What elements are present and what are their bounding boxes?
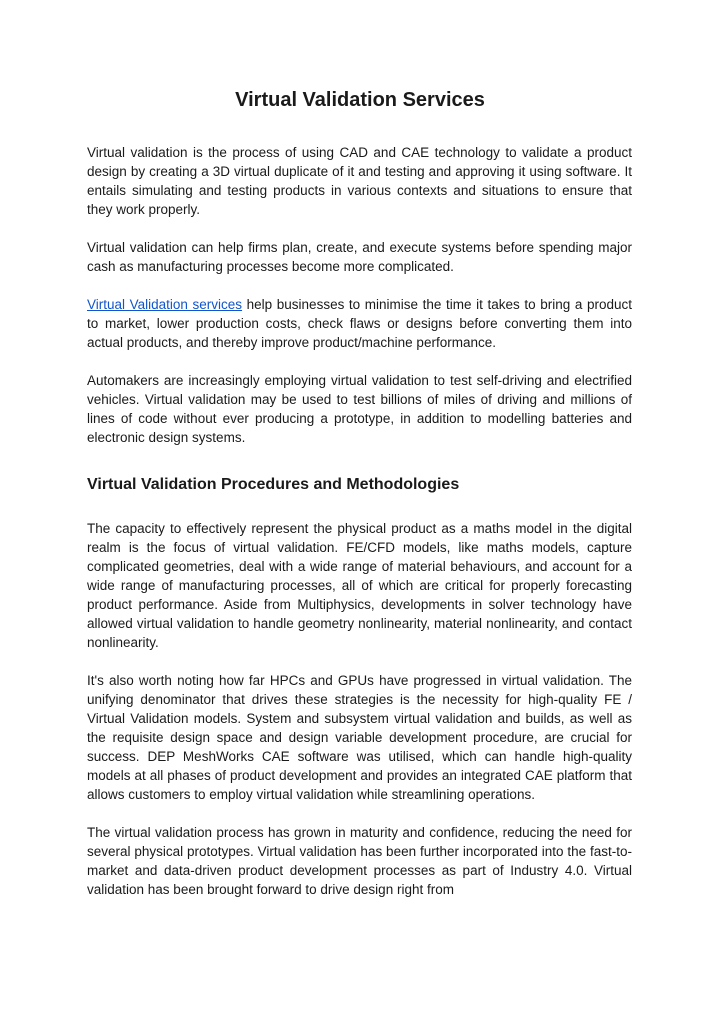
procedures-paragraph-1: The capacity to effectively represent the physical product as a maths model in the digital realm is the focus of virtual validation. FE/CFD models, like maths models, capture complicated geometries, deal with a wide range of material behaviours, and account for a wide range of manufacturing processes, all of which are critical for properly forecasting product performance. Aside from Multiphysics, developments in solver technology have allowed virtual validation to handle geometry nonlinearity, material nonlinearity, and contact nonlinearity. bbox=[87, 521, 632, 650]
services-paragraph-text: help businesses to minimise the time it takes to bring a product to market, lower production costs, check flaws or designs before converting them into actual products, and thereby improve product/machine performance. bbox=[87, 297, 633, 350]
automakers-paragraph: Automakers are increasingly employing virtual validation to test self-driving and electrified vehicles. Virtual validation may be used to test billions of miles of driving and millions of lines of code without ever producing a prototype, in addition to modelling batteries and electronic design systems. bbox=[87, 373, 632, 445]
virtual-validation-services-link[interactable]: Virtual Validation services bbox=[87, 297, 243, 312]
procedures-paragraph-2: It's also worth noting how far HPCs and GPUs have progressed in virtual validation. The unifying denominator that drives these strategies is the necessity for high-quality FE / Virtual Validation models. System and subsystem virtual validation and builds, as well as the requisite design space and design variable development procedure, are crucial for success. DEP MeshWorks CAE software was utilised, which can handle high-quality models at all phases of product development and provides an integrated CAE platform that allows customers to employ virtual validation while streamlining operations. bbox=[87, 673, 632, 802]
section-heading: Virtual Validation Procedures and Methodologies bbox=[87, 476, 460, 493]
intro-paragraph-1: Virtual validation is the process of using CAD and CAE technology to validate a product design by creating a 3D virtual duplicate of it and testing and approving it using software. It entails simulating and testing products in various contexts and situations to ensure that they work properly. bbox=[87, 145, 632, 217]
document-title: Virtual Validation Services bbox=[235, 89, 485, 111]
procedures-paragraph-3: The virtual validation process has grown in maturity and confidence, reducing the need for several physical prototypes. Virtual validation has been further incorporated into the fast-to-market and data-driven product development processes as part of Industry 4.0. Virtual validation has been brought forward to drive design right from bbox=[87, 825, 632, 897]
document-body bbox=[87, 143, 632, 899]
intro-paragraph-2: Virtual validation can help firms plan, create, and execute systems before spending major cash as manufacturing processes become more complicated. bbox=[87, 240, 632, 274]
services-paragraph bbox=[87, 295, 632, 352]
